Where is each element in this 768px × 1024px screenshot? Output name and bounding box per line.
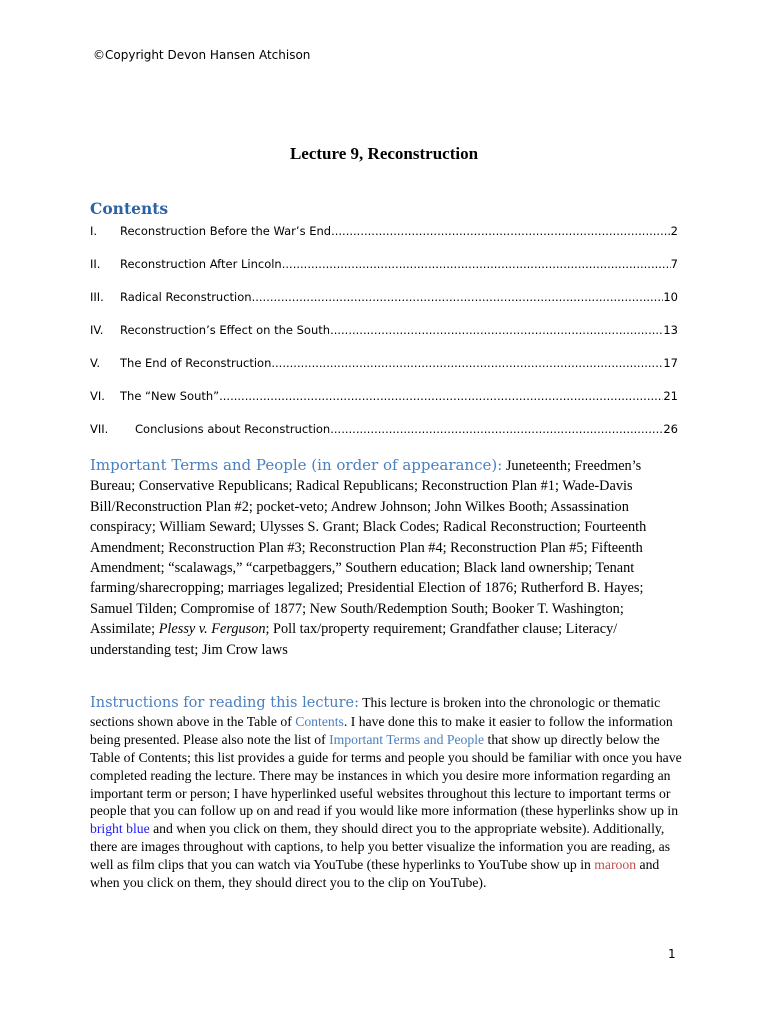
toc-entry-label: The End of Reconstruction: [120, 356, 272, 370]
toc-entry-label: Reconstruction After Lincoln: [120, 257, 282, 271]
contents-link[interactable]: Contents: [295, 713, 344, 729]
toc-heading: Contents: [90, 199, 169, 218]
toc-dot-leader: [271, 354, 663, 372]
important-terms-list-end: ; Poll tax/property requirement; Grandfather clause; Literacy/ understanding test; Jim Crow laws: [90, 621, 618, 658]
instructions-text-4: and when you click on them, they should direct you to the appropriate website). Additionally, there are images throughout with captions, to help you better visualize the information you are reading, as well as film clips that you can watch via YouTube (these hyperlinks to YouTube show up in: [90, 821, 671, 873]
table-of-contents: [90, 222, 678, 453]
toc-entry-label: The “New South”: [120, 389, 220, 403]
toc-entry-label: Radical Reconstruction: [120, 290, 252, 304]
toc-entry-page: 10: [663, 290, 678, 304]
toc-dot-leader: [219, 387, 663, 405]
toc-entry-label: Reconstruction’s Effect on the South: [120, 323, 331, 337]
toc-entry-number: III.: [90, 290, 104, 304]
toc-entry-number: IV.: [90, 323, 104, 337]
toc-dot-leader: [331, 222, 671, 240]
instructions-text-2: . I have done this to make it easier to follow the information being presented. Please also note the list of: [90, 713, 673, 747]
toc-entry-5[interactable]: [90, 354, 678, 372]
toc-entry-label: Reconstruction Before the War’s End: [120, 224, 332, 238]
toc-entry-page: 21: [663, 389, 678, 403]
instructions-text-1: This lecture is broken into the chronologic or thematic sections shown above in the Table of: [90, 695, 661, 729]
instructions-text-5: and when you click on them, they should direct you to the clip on YouTube).: [90, 857, 660, 891]
toc-entry-7[interactable]: [90, 420, 678, 438]
toc-entry-number: V.: [90, 356, 101, 370]
toc-entry-page: 7: [670, 257, 678, 271]
important-terms-link[interactable]: Important Terms and People: [329, 731, 485, 747]
important-terms-heading: Important Terms and People (in order of appearance):: [90, 456, 503, 474]
maroon-sample-text: maroon: [594, 857, 637, 873]
lecture-title: Lecture 9, Reconstruction: [289, 144, 479, 163]
page-number: 1: [668, 947, 676, 961]
toc-dot-leader: [330, 321, 663, 339]
toc-entry-number: II.: [90, 257, 101, 271]
toc-entry-6[interactable]: [90, 387, 678, 405]
toc-dot-leader: [282, 255, 671, 273]
toc-dot-leader: [330, 420, 663, 438]
toc-entry-1[interactable]: [90, 222, 678, 240]
important-terms-italic-case: Plessy v. Ferguson: [158, 621, 266, 638]
toc-entry-page: 26: [663, 422, 678, 436]
instructions-heading: Instructions for reading this lecture:: [90, 695, 360, 711]
instructions-text-3: that show up directly below the Table of Contents; this list provides a guide for terms and people you should be familiar with once you have completed reading the lecture. There may be instances in which you desire more information regarding an important term or person; I have hyperlinked useful websites throughout this lecture to important terms or people that you can follow up on and read if you would like more information (these hyperlinks show up in: [90, 731, 682, 819]
toc-entry-4[interactable]: [90, 321, 678, 339]
important-terms-paragraph: [90, 455, 682, 660]
toc-dot-leader: [252, 288, 664, 306]
toc-entry-number: VII.: [90, 422, 109, 436]
bright-blue-sample-text: bright blue: [90, 821, 150, 837]
toc-entry-label: Conclusions about Reconstruction: [135, 422, 331, 436]
toc-entry-page: 2: [670, 224, 678, 238]
copyright-header: ©Copyright Devon Hansen Atchison: [93, 48, 311, 62]
toc-entry-2[interactable]: [90, 255, 678, 273]
instructions-paragraph: [90, 694, 682, 892]
toc-entry-number: VI.: [90, 389, 105, 403]
toc-entry-number: I.: [90, 224, 98, 238]
toc-entry-page: 13: [663, 323, 678, 337]
toc-entry-page: 17: [663, 356, 678, 370]
toc-entry-3[interactable]: [90, 288, 678, 306]
important-terms-list: Juneteenth; Freedmen’s Bureau; Conservative Republicans; Radical Republicans; Reconstruction Plan #1; Wade-Davis Bill/Reconstruction Plan #2; pocket-veto; Andrew Johnson; John Wilkes Booth; Assassination conspiracy; William Seward; Ulysses S. Grant; Black Codes; Radical Reconstruction; Fourteenth Amendment; Reconstruction Plan #3; Reconstruction Plan #4; Reconstruction Plan #5; Fifteenth Amendment; “scalawags,” “carpetbaggers,” Southern education; Black land ownership; Tenant farming/sharecropping; marriages legalized; Presidential Election of 1876; Rutherford B. Hayes; Samuel Tilden; Compromise of 1877; New South/Redemption South; Booker T. Washington; Assimilate;: [90, 458, 647, 638]
